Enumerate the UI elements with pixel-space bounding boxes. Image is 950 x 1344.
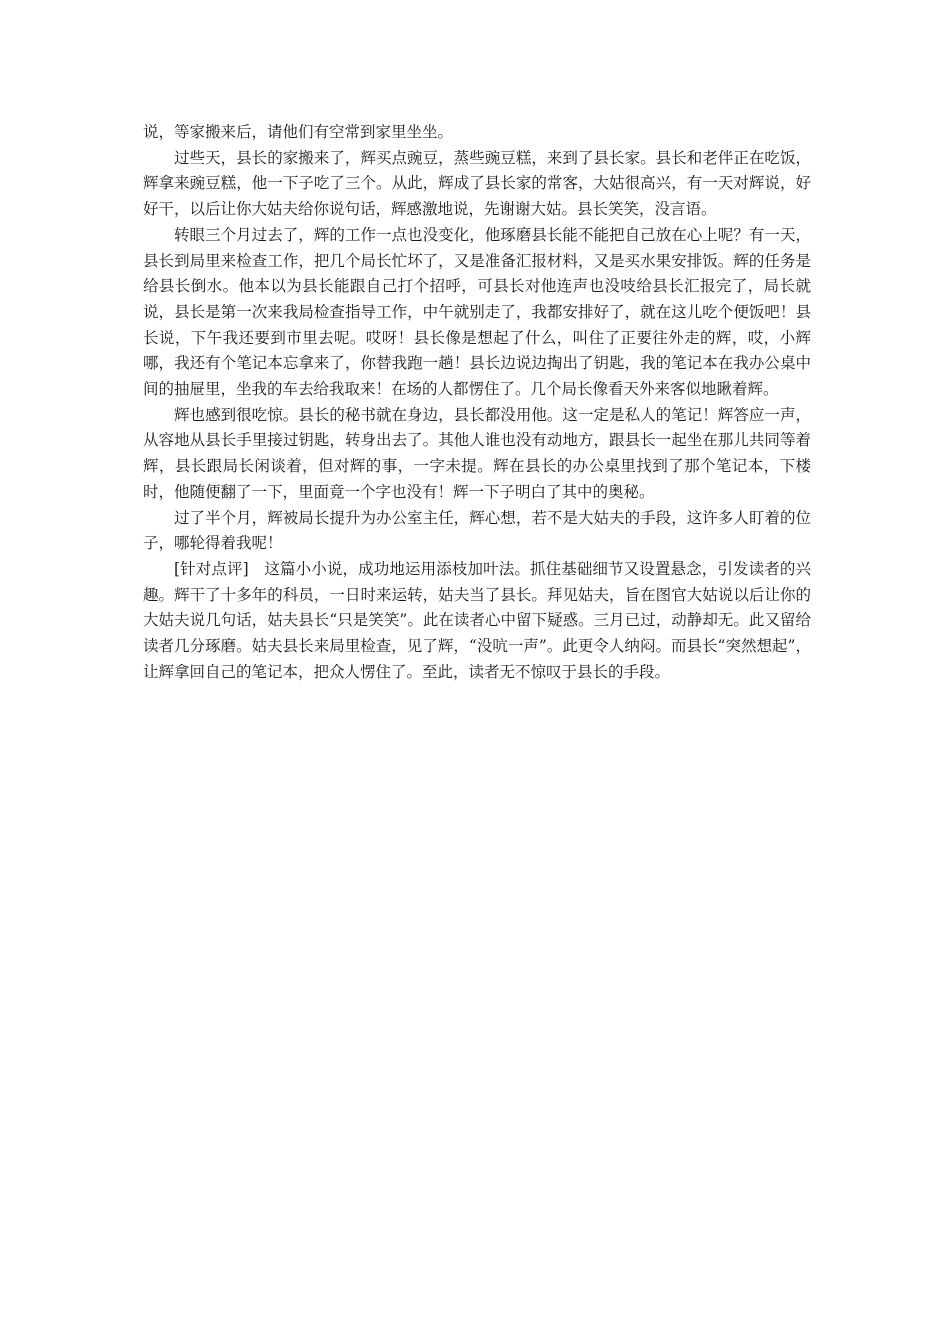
paragraph-5: 过了半个月，辉被局长提升为办公室主任，辉心想，若不是大姑夫的手段，这许多人盯着的位子，哪轮得着我呢！ bbox=[143, 508, 811, 553]
commentary-paragraph: [针对点评] 这篇小小说，成功地运用添枝加叶法。抓住基础细节又设置悬念，引发读者的兴趣。辉干了十多年的科员，一日时来运转，姑夫当了县长。拜见姑夫，旨在图官大姑说以后让你的大姑夫说几句话，姑夫县长“只是笑笑”。此在读者心中留下疑惑。三月已过，动静却无。此又留给读者几分琢磨。姑夫县长来局里检查，见了辉，“没吭一声”。此更令人纳闷。而县长“突然想起”，让辉拿回自己的笔记本，把众人愣住了。至此，读者无不惊叹于县长的手段。 bbox=[143, 559, 811, 681]
paragraph-1: 说，等家搬来后，请他们有空常到家里坐坐。 bbox=[143, 123, 454, 141]
paragraph-3: 转眼三个月过去了，辉的工作一点也没变化，他琢磨县长能不能把自己放在心上呢？有一天，县长到局里来检查工作，把几个局长忙坏了，又是准备汇报材料，又是买水果安排饭。辉的任务是给县长倒水。他本以为县长能跟自己打个招呼，可县长对他连声也没吱给县长汇报完了，局长就说，县长是第一次来我局检查指导工作，中午就别走了，我都安排好了，就在这儿吃个便饭吧！县长说，下午我还要到市里去呢。哎呀！县长像是想起了什么，叫住了正要往外走的辉，哎，小辉哪，我还有个笔记本忘拿来了，你替我跑一趟！县长边说边掏出了钥匙，我的笔记本在我办公桌中间的抽屉里，坐我的车去给我取来！在场的人都愣住了。几个局长像看天外来客似地瞅着辉。 bbox=[143, 225, 811, 399]
paragraph-4: 辉也感到很吃惊。县长的秘书就在身边，县长都没用他。这一定是私人的笔记！辉答应一声，从容地从县长手里接过钥匙，转身出去了。其他人谁也没有动地方，跟县长一起坐在那儿共同等着辉，县长跟局长闲谈着，但对辉的事，一字未提。辉在县长的办公桌里找到了那个笔记本，下楼时，他随便翻了一下，里面竟一个字也没有！辉一下子明白了其中的奥秘。 bbox=[143, 405, 811, 501]
document-body bbox=[143, 120, 811, 685]
paragraph-2: 过些天，县长的家搬来了，辉买点豌豆，蒸些豌豆糕，来到了县长家。县长和老伴正在吃饭，辉拿来豌豆糕，他一下子吃了三个。从此，辉成了县长家的常客，大姑很高兴，有一天对辉说，好好干，以后让你大姑夫给你说句话，辉感激地说，先谢谢大姑。县长笑笑，没言语。 bbox=[143, 148, 811, 219]
